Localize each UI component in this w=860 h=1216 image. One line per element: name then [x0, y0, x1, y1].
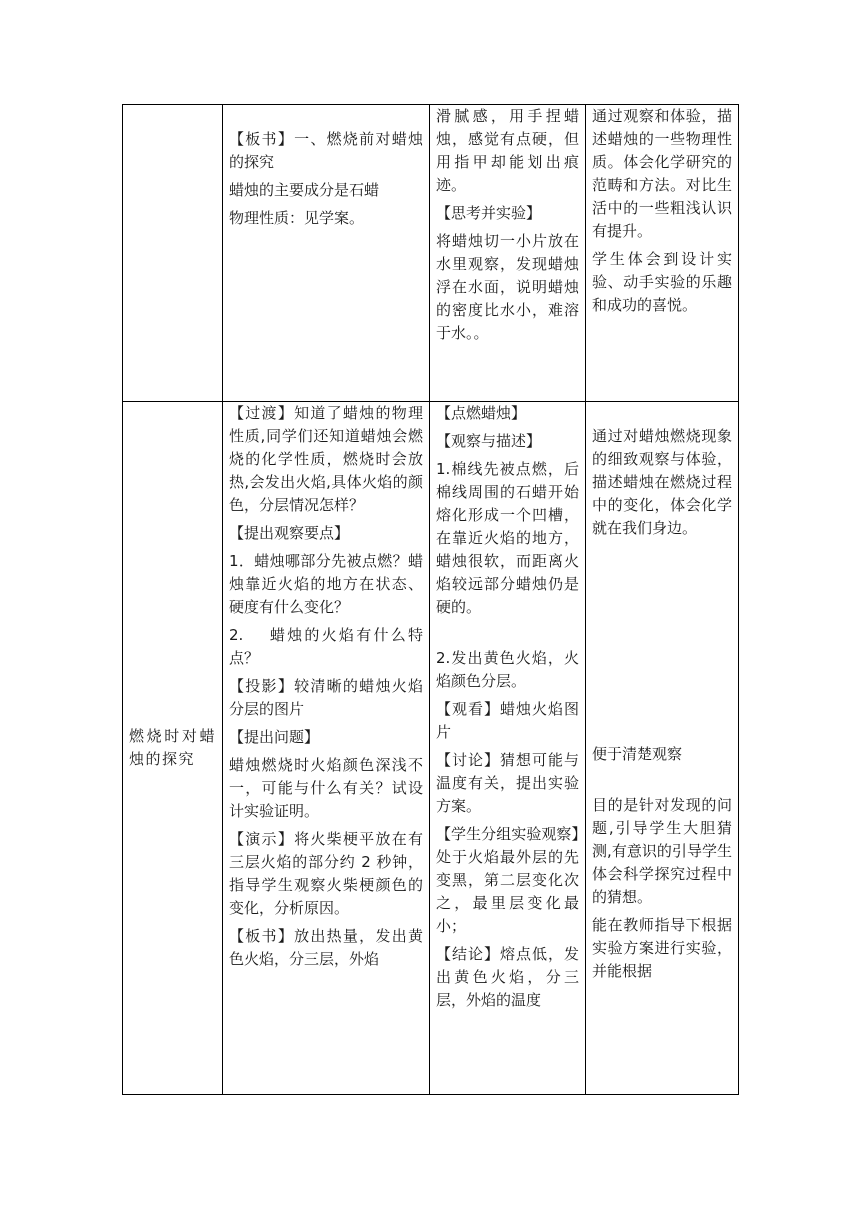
teacher-paragraph: 1．蜡烛哪部分先被点燃？蜡烛靠近火焰的地方在状态、硬度有什么变化？: [229, 552, 423, 616]
teacher-paragraph: 【提出问题】: [229, 728, 320, 746]
topic-cell: [123, 105, 223, 402]
teacher-paragraph: 蜡烛的主要成分是石蜡: [229, 181, 380, 199]
student-paragraph: 【观看】蜡烛火焰图片: [436, 700, 579, 741]
intent-paragraph: 学生体会到设计实验、动手实验的乐趣和成功的喜悦。: [592, 250, 732, 314]
teacher-paragraph: 【过渡】知道了蜡烛的物理性质,同学们还知道蜡烛会燃烧的化学性质，燃烧时会放热,会发出火焰,具体火焰的颜色，分层情况怎样？: [229, 404, 423, 514]
spacer: [592, 545, 732, 743]
intent-paragraph: 便于清楚观察: [592, 745, 683, 763]
teacher-paragraph: 蜡烛燃烧时火焰颜色深浅不一，可能与什么有关？试设计实验证明。: [229, 756, 423, 820]
student-paragraph: 【结论】熔点低，发出黄色火焰，分三层，外焰的温度: [436, 945, 579, 1009]
teacher-paragraph: 【演示】将火柴梗平放在有三层火焰的部分约 2 秒钟，指导学生观察火柴梗颜色的变化，分析原因。: [229, 830, 423, 917]
table-row: [123, 105, 739, 402]
spacer: [592, 771, 732, 794]
teacher-paragraph: 【板书】一、燃烧前对蜡烛的探究: [229, 130, 423, 171]
student-activity-cell: [430, 402, 586, 1095]
teacher-activity-cell: [223, 105, 430, 402]
student-paragraph: 将蜡烛切一小片放在水里观察，发现蜡烛浮在水面，说明蜡烛的密度比水小，难溶于水。。: [436, 232, 579, 342]
student-activity-cell: [430, 105, 586, 402]
intent-paragraph: 通过对蜡烛燃烧现象的细致观察与体验，描述蜡烛在燃烧过程中的变化，体会化学就在我们身边。: [592, 427, 732, 537]
spacer: [592, 402, 732, 425]
intent-paragraph: 能在教师指导下根据实验方案进行实验，并能根据: [592, 916, 732, 980]
student-paragraph: 【学生分组实验观察】处于火焰最外层的先变黑，第二层变化次之，最里层变化最小；: [436, 825, 579, 935]
topic-label: 燃烧时对蜡烛的探究: [129, 727, 216, 768]
student-paragraph: 滑腻感，用手捏蜡烛，感觉有点硬，但用指甲却能划出痕迹。: [436, 107, 579, 194]
student-paragraph: 【思考并实验】: [436, 204, 542, 222]
teacher-activity-cell: [223, 402, 430, 1095]
design-intent-cell: [586, 105, 739, 402]
teacher-paragraph: 物理性质：见学案。: [229, 209, 365, 227]
student-paragraph: 【观察与描述】: [436, 432, 542, 450]
teacher-paragraph: 【提出观察要点】: [229, 524, 350, 542]
intent-paragraph: 通过观察和体验，描述蜡烛的一些物理性质。体会化学研究的范畴和方法。对比生活中的一些粗浅认识有提升。: [592, 107, 732, 240]
student-paragraph: 1.棉线先被点燃，后棉线周围的石蜡开始熔化形成一个凹槽，在靠近火焰的地方，蜡烛很软，而距离火焰较远部分蜡烛仍是硬的。: [436, 460, 579, 616]
spacer: [229, 105, 423, 128]
student-paragraph: 2.发出黄色火焰，火焰颜色分层。: [436, 649, 579, 690]
intent-paragraph: 目的是针对发现的问题,引导学生大胆猜测,有意识的引导学生体会科学探究过程中的猜想。: [592, 796, 732, 906]
teacher-paragraph: 【板书】放出热量，发出黄色火焰，分三层，外焰: [229, 927, 423, 968]
student-paragraph: 【讨论】猜想可能与温度有关，提出实验方案。: [436, 751, 579, 815]
topic-cell: [123, 402, 223, 1095]
spacer: [436, 624, 579, 647]
lesson-plan-table: [122, 104, 739, 1095]
table-row: [123, 402, 739, 1095]
student-paragraph: 【点燃蜡烛】: [436, 404, 527, 422]
design-intent-cell: [586, 402, 739, 1095]
teacher-paragraph: 2. 蜡烛的火焰有什么特点？: [229, 626, 423, 667]
teacher-paragraph: 【投影】较清晰的蜡烛火焰分层的图片: [229, 677, 423, 718]
